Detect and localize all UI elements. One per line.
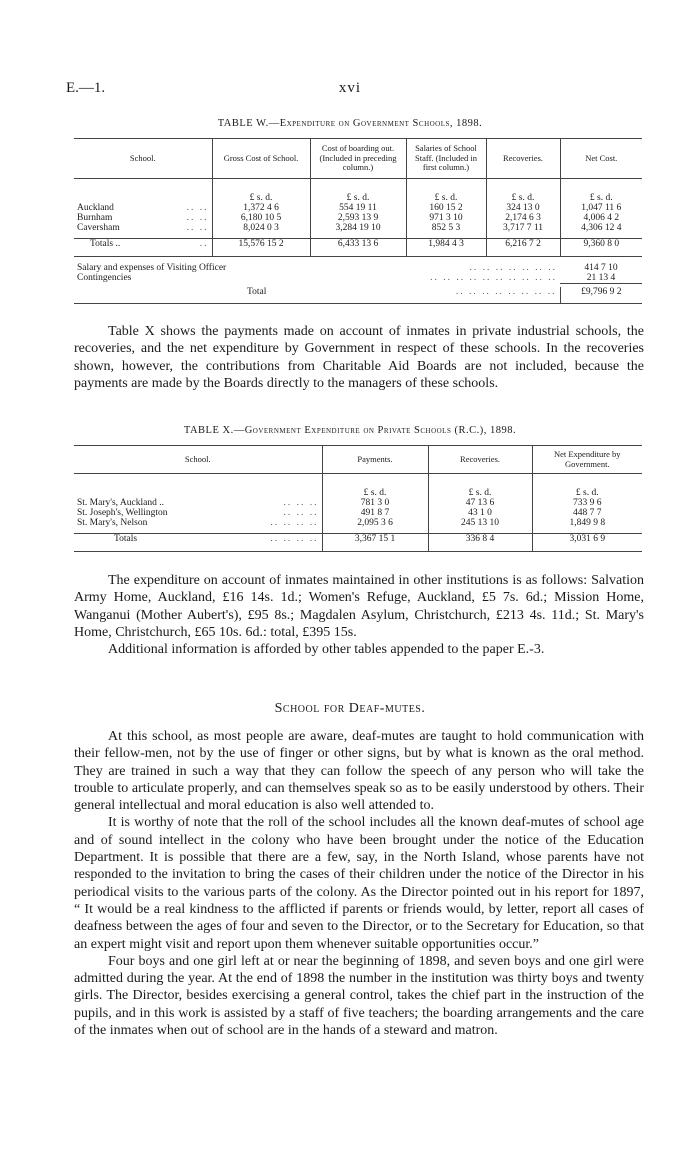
gross-cost: 1,372 4 6 <box>212 203 310 213</box>
recoveries: 2,174 6 3 <box>486 213 560 223</box>
unit-label: £ s. d. <box>486 193 560 203</box>
payments: 491 8 7 <box>322 508 428 518</box>
unit-label: £ s. d. <box>310 193 406 203</box>
grand-total-value: £9,796 9 2 <box>560 287 642 303</box>
table-row: Caversham .. .. 8,024 0 3 3,284 19 10 852 5 3 3,717 7 11 4,306 12 4 <box>74 223 642 233</box>
recoveries: 47 13 6 <box>428 498 532 508</box>
total-recoveries: 336 8 4 <box>428 534 532 552</box>
school-name: Burnham <box>77 212 113 223</box>
net-cost: 4,006 4 2 <box>560 213 642 223</box>
other-institutions-paragraph <box>74 572 644 658</box>
salaries: 971 3 10 <box>406 213 486 223</box>
table-x-caption: TABLE X.—Government Expenditure on Private Schools (R.C.), 1898. <box>183 425 517 436</box>
table-w-caption: TABLE W.—Expenditure on Government Schools, 1898. <box>217 118 483 129</box>
recoveries: 324 13 0 <box>486 203 560 213</box>
extra-label: Contingencies <box>77 272 132 283</box>
table-x-col-recoveries: Recoveries. <box>428 446 532 474</box>
salaries: 852 5 3 <box>406 223 486 233</box>
unit-label: £ s. d. <box>428 488 532 498</box>
extra-row: Salary and expenses of Visiting Officer .. .. .. .. .. .. .. 414 7 10 <box>74 263 642 273</box>
table-w-col-net: Net Cost. <box>560 139 642 179</box>
totals-label: Totals <box>114 534 138 544</box>
payments: 781 3 0 <box>322 498 428 508</box>
net-cost: 1,047 11 6 <box>560 203 642 213</box>
table-w-col-boarding: Cost of boarding out. (Included in preceding column.) <box>310 139 406 179</box>
paragraph-text: Four boys and one girl left at or near the beginning of 1898, and seven boys and one girl were admitted during the year. At the end of 1898 the number in the institution was thirty boys and twenty girls. The Director, besides exercising a general control, takes the chief part in the instruction of the pupils, and in this work is assisted by a staff of five teachers; the boarding arrangements and the care of the inmates when out of school are in the hands of a steward and matron. <box>74 953 644 1039</box>
payments: 2,095 3 6 <box>322 518 428 528</box>
table-w <box>74 138 642 304</box>
table-x-intro-paragraph <box>74 323 644 392</box>
total-recoveries: 6,216 7 2 <box>486 239 560 257</box>
total-boarding: 6,433 13 6 <box>310 239 406 257</box>
table-x-col-net: Net Expenditure by Government. <box>532 446 642 474</box>
unit-label: £ s. d. <box>406 193 486 203</box>
table-x <box>74 445 642 552</box>
school-name: Auckland <box>77 202 114 213</box>
boarding-cost: 554 19 11 <box>310 203 406 213</box>
report-code: E.—1. <box>66 80 106 96</box>
table-w-col-salaries: Salaries of School Staff. (Included in first column.) <box>406 139 486 179</box>
recoveries: 245 13 10 <box>428 518 532 528</box>
section-heading: School for Deaf-mutes. <box>274 701 426 716</box>
school-name: St. Mary's, Nelson <box>77 517 148 528</box>
paragraph-text: Additional information is afforded by other tables appended to the paper E.-3. <box>108 642 545 658</box>
recoveries: 43 1 0 <box>428 508 532 518</box>
unit-label: £ s. d. <box>212 193 310 203</box>
total-gross: 15,576 15 2 <box>212 239 310 257</box>
paragraph-text: It is worthy of note that the roll of the school includes all the known deaf-mutes of school age and of sound intellect in the colony who have been brought under the notice of the Education Department. It is possible that there are a few, say, in the North Island, whose parents have not responded to the invitation to bring the cases of their children under the notice of the Director in his periodical visits to the various parts of the colony. As the Director pointed out in his report for 1897, “ It would be a real kindness to the afflicted if parents or friends would, by letter, report all cases of deafness between the ages of four and seven to the Director, or to the Secretary for Education, so that an expert might visit and report upon them whenever suitable opportunities occur.” <box>74 815 644 952</box>
page-number: xvi <box>338 80 362 96</box>
school-name: Caversham <box>77 222 120 233</box>
grand-total-row: Total .. .. .. .. .. .. .. .. £9,796 9 2 <box>74 287 642 303</box>
boarding-cost: 3,284 19 10 <box>310 223 406 233</box>
extra-row: Contingencies .. .. .. .. .. .. .. .. .. .. 21 13 4 <box>74 273 642 284</box>
totals-row: Totals .. .. .. .. 3,367 15 1 336 8 4 3,031 6 9 <box>74 534 642 552</box>
gross-cost: 6,180 10 5 <box>212 213 310 223</box>
extra-value: 21 13 4 <box>560 273 642 284</box>
table-row: Burnham .. .. 6,180 10 5 2,593 13 9 971 3 10 2,174 6 3 4,006 4 2 <box>74 213 642 223</box>
table-row: St. Joseph's, Wellington .. .. .. 491 8 7 43 1 0 448 7 7 <box>74 508 642 518</box>
totals-row: Totals .. .. 15,576 15 2 6,433 13 6 1,984 4 3 6,216 7 2 9,360 8 0 <box>74 239 642 257</box>
paragraph-text: The expenditure on account of inmates maintained in other institutions is as follows: Salvation Army Home, Auckland, £16 14s. 1d.; Women's Refuge, Auckland, £5 7s. 6d.; Mission Home, Wanganui (Mother Aubert's), £95 8s.; Magdalen Asylum, Christchurch, £213 4s. 11d.; St. Mary's Home, Christchurch, £65 10s. 6d.: total, £395 15s. <box>74 573 644 640</box>
totals-label: Totals .. <box>90 239 121 249</box>
table-x-col-school: School. <box>184 453 211 464</box>
school-name: St. Mary's, Auckland .. <box>77 497 164 508</box>
total-salaries: 1,984 4 3 <box>406 239 486 257</box>
boarding-cost: 2,593 13 9 <box>310 213 406 223</box>
recoveries: 3,717 7 11 <box>486 223 560 233</box>
net-expenditure: 733 9 6 <box>532 498 642 508</box>
table-x-col-payments: Payments. <box>322 446 428 474</box>
grand-total-label: Total <box>247 287 267 297</box>
unit-label: £ s. d. <box>322 488 428 498</box>
total-net: 3,031 6 9 <box>532 534 642 552</box>
unit-label: £ s. d. <box>560 193 642 203</box>
total-payments: 3,367 15 1 <box>322 534 428 552</box>
net-expenditure: 1,849 9 8 <box>532 518 642 528</box>
net-cost: 4,306 12 4 <box>560 223 642 233</box>
net-expenditure: 448 7 7 <box>532 508 642 518</box>
unit-label: £ s. d. <box>532 488 642 498</box>
table-row: St. Mary's, Nelson .. .. .. .. 2,095 3 6 245 13 10 1,849 9 8 <box>74 518 642 528</box>
school-name: St. Joseph's, Wellington <box>77 507 168 518</box>
deaf-mutes-section <box>74 728 644 1039</box>
table-row: St. Mary's, Auckland .. .. .. .. 781 3 0 47 13 6 733 9 6 <box>74 498 642 508</box>
table-w-col-gross: Gross Cost of School. <box>212 139 310 179</box>
paragraph-text: At this school, as most people are aware, deaf-mutes are taught to hold communication with their fellow-men, not by the use of finger or other signs, but by what is known as the oral method. They are trained in such a way that they can follow the speech of any person who will take the trouble to articulate properly, and can themselves speak so as to be easily understood by others. Their general intellectual and moral education is also well attended to. <box>74 729 644 814</box>
extra-value: 414 7 10 <box>584 262 618 273</box>
table-row: Auckland .. .. 1,372 4 6 554 19 11 160 15 2 324 13 0 1,047 11 6 <box>74 203 642 213</box>
table-w-col-school: School. <box>129 152 156 163</box>
extra-label: Salary and expenses of Visiting Officer <box>77 262 227 273</box>
table-w-col-recoveries: Recoveries. <box>486 139 560 179</box>
paragraph-text: Table X shows the payments made on account of inmates in private industrial schools, the recoveries, and the net expenditure by Government in respect of these schools. In the recoveries shown, however, the contributions from Charitable Aid Boards are not included, because the payments are made by the Boards directly to the managers of these schools. <box>74 324 644 391</box>
total-net: 9,360 8 0 <box>560 239 642 257</box>
gross-cost: 8,024 0 3 <box>212 223 310 233</box>
salaries: 160 15 2 <box>406 203 486 213</box>
